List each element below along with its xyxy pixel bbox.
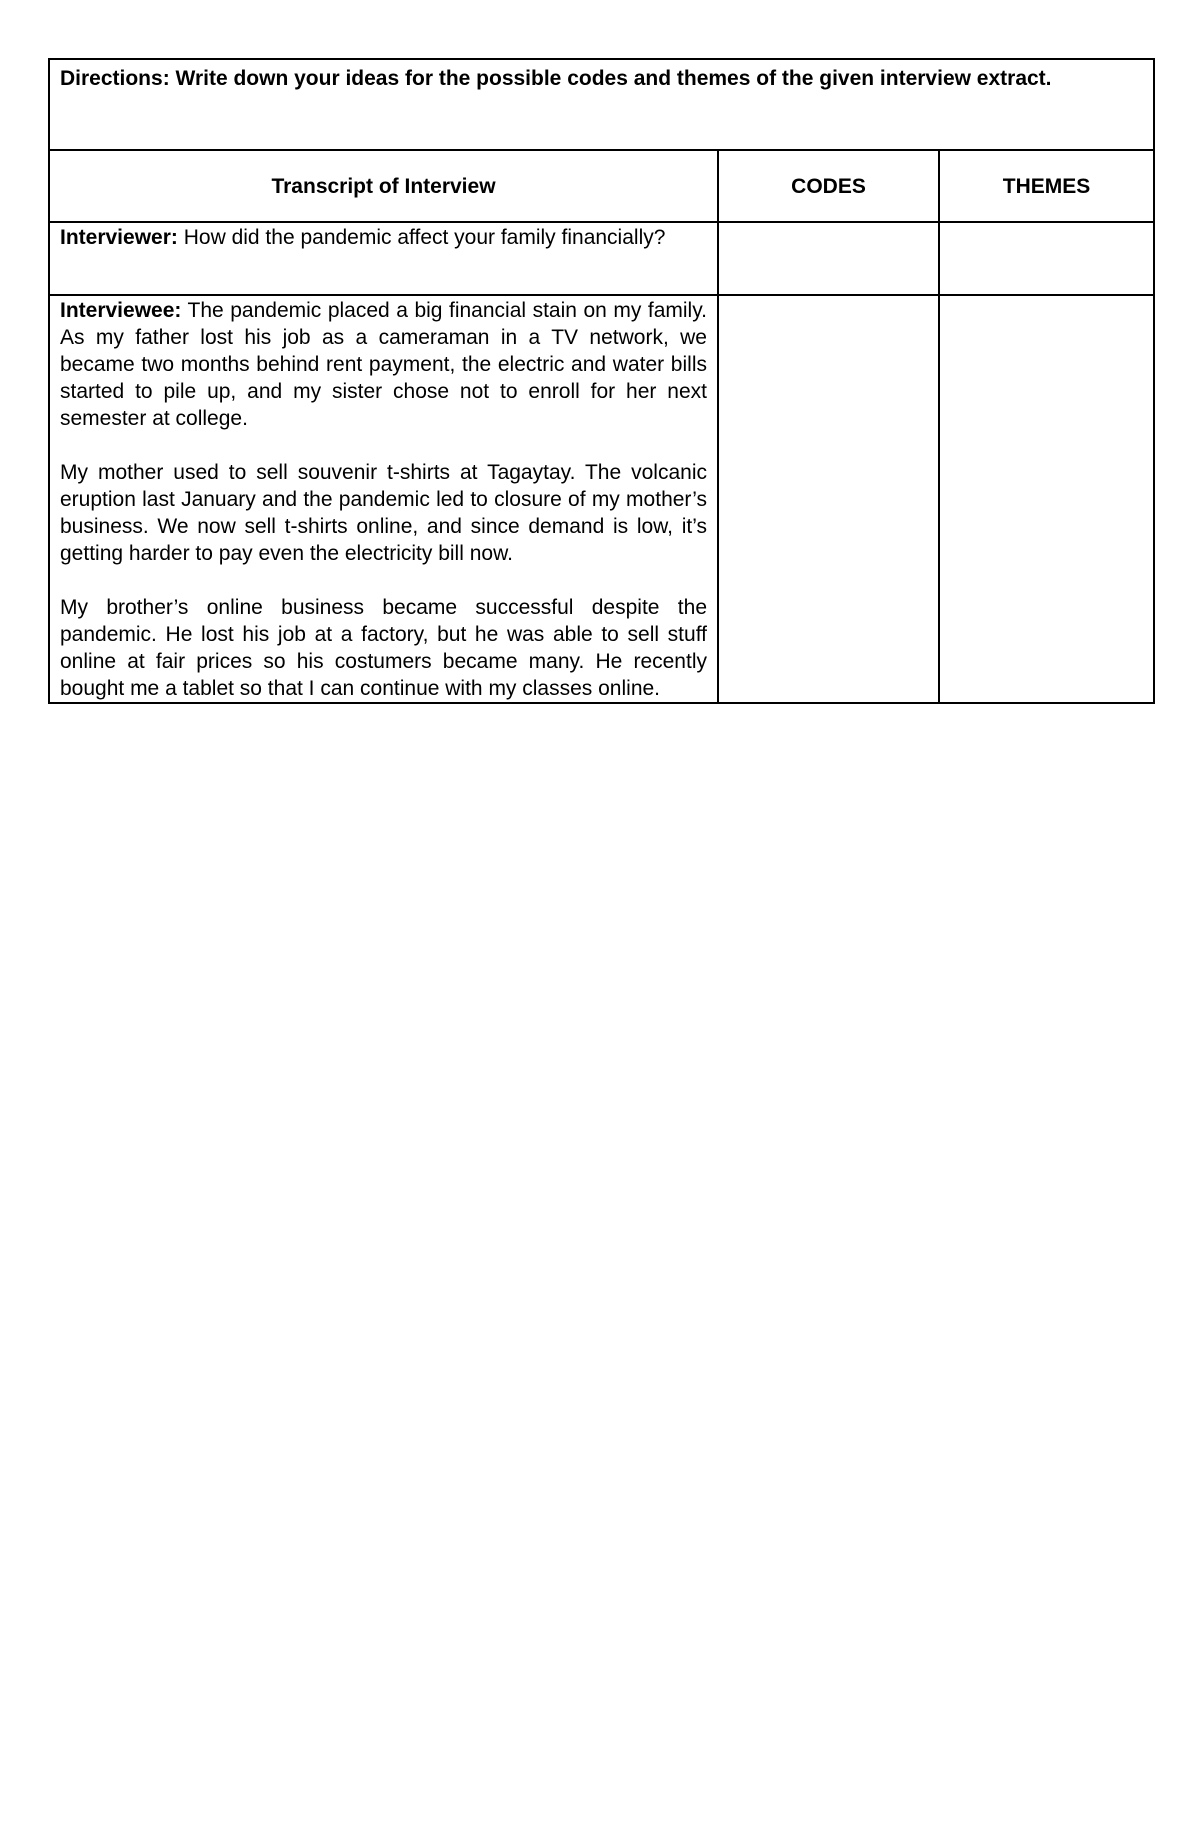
header-themes: THEMES: [939, 150, 1154, 222]
interviewee-themes-cell[interactable]: [939, 295, 1154, 703]
interviewer-text: How did the pandemic affect your family financially?: [177, 226, 666, 249]
interviewer-codes-cell[interactable]: [718, 222, 939, 295]
interviewer-row: [49, 222, 1154, 295]
interviewee-answer: [49, 295, 718, 703]
directions-text: Directions: Write down your ideas for the possible codes and themes of the given interview extract.: [49, 59, 1154, 150]
header-row: [49, 150, 1154, 222]
interviewee-paragraph-1-text: The pandemic placed a big financial stain on my family. As my father lost his job as a cameraman in a TV network, we became two months behind rent payment, the electric and water bills started to pile up, and my sister chose not to enroll for her next semester at college.: [60, 299, 707, 430]
interviewee-paragraph-2: My mother used to sell souvenir t-shirts at Tagaytay. The volcanic eruption last January and the pandemic led to closure of my mother’s business. We now sell t-shirts online, and since demand is low, it’s getting harder to pay even the electricity bill now.: [60, 461, 707, 565]
interviewee-codes-cell[interactable]: [718, 295, 939, 703]
coding-worksheet-table: [48, 58, 1155, 704]
header-transcript: Transcript of Interview: [49, 150, 718, 222]
interviewer-question: [49, 222, 718, 295]
interviewee-row: [49, 295, 1154, 703]
interviewee-paragraph-1: [60, 297, 707, 432]
header-codes: CODES: [718, 150, 939, 222]
interviewer-themes-cell[interactable]: [939, 222, 1154, 295]
interviewer-label: Interviewer:: [60, 226, 178, 249]
directions-row: [49, 59, 1154, 150]
interviewee-label: Interviewee:: [60, 299, 182, 322]
interviewee-paragraph-3: My brother’s online business became successful despite the pandemic. He lost his job at a factory, but he was able to sell stuff online at fair prices so his costumers became many. He recently bought me a tablet so that I can continue with my classes online.: [60, 596, 707, 700]
